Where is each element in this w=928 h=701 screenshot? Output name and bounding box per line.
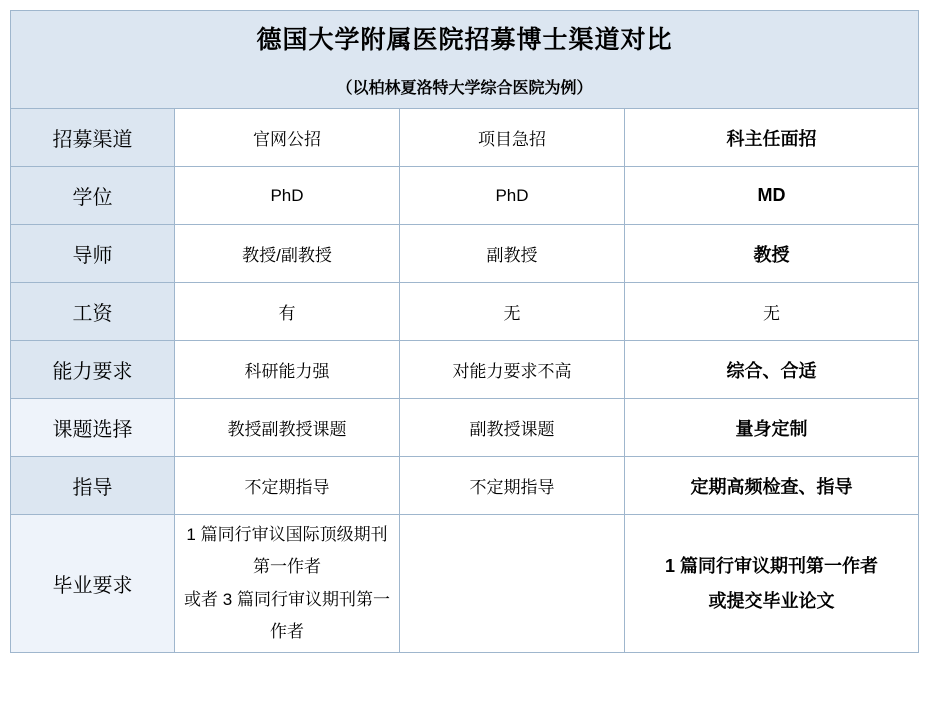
row-label-guidance: 指导 <box>11 457 175 515</box>
row-label-advisor: 导师 <box>11 225 175 283</box>
cell-advisor-official: 教授/副教授 <box>175 225 400 283</box>
row-label-topic: 课题选择 <box>11 399 175 457</box>
cell-topic-official: 教授副教授课题 <box>175 399 400 457</box>
cell-salary-official: 有 <box>175 283 400 341</box>
cell-ability-official: 科研能力强 <box>175 341 400 399</box>
table-row <box>11 109 919 167</box>
table-title-row <box>11 11 919 66</box>
cell-channel-director: 科主任面招 <box>625 109 919 167</box>
comparison-table-container <box>10 10 918 653</box>
row-label-salary: 工资 <box>11 283 175 341</box>
cell-salary-project: 无 <box>400 283 625 341</box>
cell-guidance-official: 不定期指导 <box>175 457 400 515</box>
row-label-channel: 招募渠道 <box>11 109 175 167</box>
cell-degree-official: PhD <box>175 167 400 225</box>
comparison-table <box>10 10 919 653</box>
cell-guidance-director: 定期高频检查、指导 <box>625 457 919 515</box>
row-label-graduation: 毕业要求 <box>11 515 175 653</box>
cell-graduation-official-line2: 或者 3 篇同行审议期刊第一作者 <box>184 589 390 641</box>
cell-ability-project: 对能力要求不高 <box>400 341 625 399</box>
table-row <box>11 515 919 653</box>
table-row <box>11 399 919 457</box>
cell-advisor-director: 教授 <box>625 225 919 283</box>
cell-guidance-project: 不定期指导 <box>400 457 625 515</box>
page-title: 德国大学附属医院招募博士渠道对比 <box>11 11 919 66</box>
cell-graduation-official <box>175 515 400 653</box>
cell-ability-director: 综合、合适 <box>625 341 919 399</box>
cell-graduation-director <box>625 515 919 653</box>
table-row <box>11 341 919 399</box>
cell-advisor-project: 副教授 <box>400 225 625 283</box>
table-row <box>11 225 919 283</box>
cell-graduation-project <box>400 515 625 653</box>
cell-channel-official: 官网公招 <box>175 109 400 167</box>
cell-topic-director: 量身定制 <box>625 399 919 457</box>
table-row <box>11 167 919 225</box>
table-row <box>11 457 919 515</box>
row-label-degree: 学位 <box>11 167 175 225</box>
cell-degree-director: MD <box>625 167 919 225</box>
cell-graduation-official-line1: 1 篇同行审议国际顶级期刊第一作者 <box>186 525 388 577</box>
page-subtitle: （以柏林夏洛特大学综合医院为例） <box>11 66 919 109</box>
cell-topic-project: 副教授课题 <box>400 399 625 457</box>
cell-degree-project: PhD <box>400 167 625 225</box>
cell-salary-director: 无 <box>625 283 919 341</box>
cell-graduation-director-line2: 或提交毕业论文 <box>708 590 835 611</box>
cell-channel-project: 项目急招 <box>400 109 625 167</box>
cell-graduation-director-line1: 1 篇同行审议期刊第一作者 <box>665 556 879 577</box>
row-label-ability: 能力要求 <box>11 341 175 399</box>
table-row <box>11 283 919 341</box>
table-subtitle-row <box>11 66 919 109</box>
